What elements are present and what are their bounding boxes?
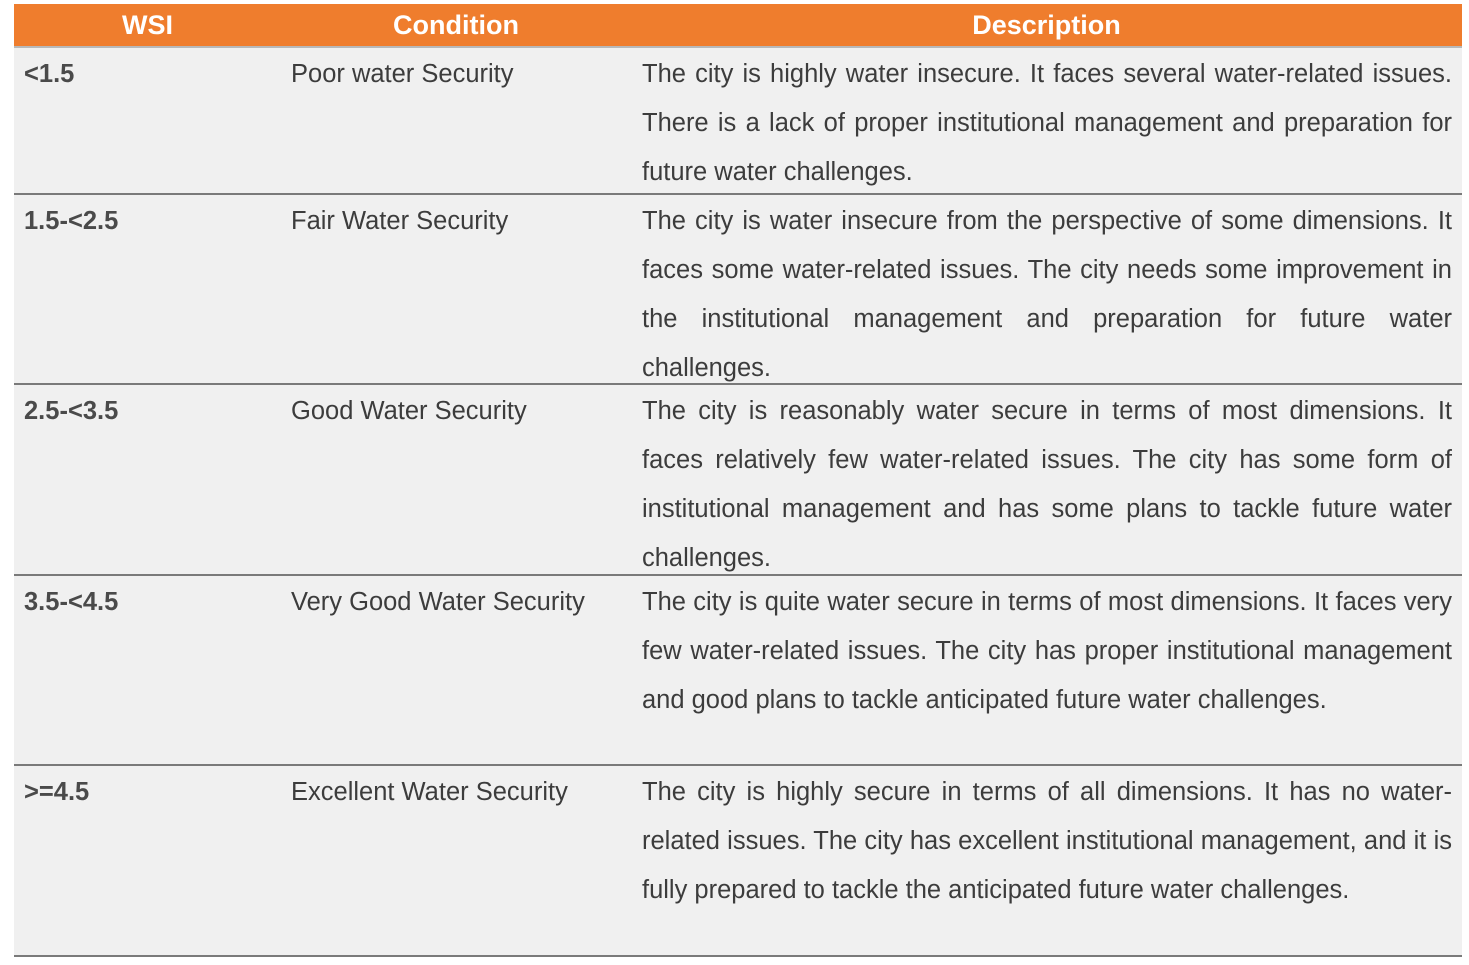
description-value: The city is quite water secure in terms of most dimensions. It faces very few water-related issues. The city has proper institutional management and good plans to tackle anticipated future water challenges.: [642, 588, 1452, 714]
wsi-value: >=4.5: [24, 778, 90, 806]
condition-value: Very Good Water Security: [291, 588, 585, 616]
table-header: [14, 4, 1462, 48]
wsi-table: [14, 4, 1462, 957]
description-value: The city is reasonably water secure in terms of most dimensions. It faces relatively few water-related issues. The city has some form of institutional management and has some plans to tackle future water challenges.: [642, 397, 1452, 572]
header-condition: Condition: [393, 10, 519, 40]
description-value: The city is highly water insecure. It faces several water-related issues. There is a lack of proper institutional management and preparation for future water challenges.: [642, 60, 1452, 186]
table-row: [14, 385, 1462, 576]
description-value: The city is water insecure from the perspective of some dimensions. It faces some water-related issues. The city needs some improvement in the institutional management and preparation for future water challenges.: [642, 207, 1452, 382]
wsi-value: 2.5-<3.5: [24, 397, 119, 425]
table-row: [14, 48, 1462, 195]
table-row: [14, 195, 1462, 385]
wsi-value: 3.5-<4.5: [24, 588, 119, 616]
condition-value: Excellent Water Security: [291, 778, 568, 806]
header-description: Description: [972, 10, 1121, 40]
table-row: [14, 766, 1462, 957]
condition-value: Good Water Security: [291, 397, 527, 425]
condition-value: Fair Water Security: [291, 207, 509, 235]
table-row: [14, 576, 1462, 766]
description-value: The city is highly secure in terms of all dimensions. It has no water-related issues. The city has excellent institutional management, and it is fully prepared to tackle the anticipated future water challenges.: [642, 778, 1452, 904]
wsi-value: 1.5-<2.5: [24, 207, 119, 235]
condition-value: Poor water Security: [291, 60, 514, 88]
header-wsi: WSI: [122, 10, 173, 40]
wsi-value: <1.5: [24, 60, 75, 88]
